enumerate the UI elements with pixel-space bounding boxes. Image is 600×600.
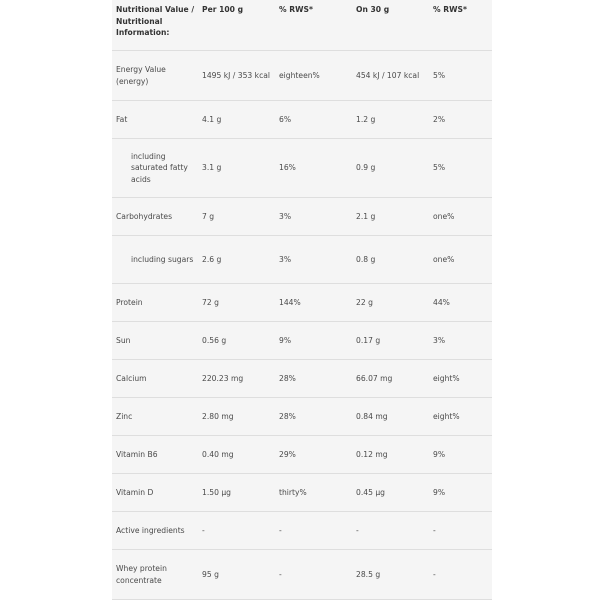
rws-per-30g: - [429, 512, 492, 550]
table-row-protein [112, 284, 492, 322]
value-per-100g: 72 g [198, 284, 275, 322]
rws-per-100g: 28% [275, 398, 352, 436]
rws-per-100g: 28% [275, 360, 352, 398]
rws-per-30g: eight% [429, 360, 492, 398]
rws-per-100g: thirty% [275, 474, 352, 512]
nutrient-name: Protein [112, 284, 198, 322]
value-per-30g: 0.12 mg [352, 436, 429, 474]
rws-per-100g: 6% [275, 101, 352, 139]
table-row-carbohydrates [112, 198, 492, 236]
rws-per-100g: 9% [275, 322, 352, 360]
rws-per-100g: 3% [275, 198, 352, 236]
value-per-100g: 95 g [198, 550, 275, 600]
value-per-30g: 2.1 g [352, 198, 429, 236]
header-on-30g: On 30 g [352, 0, 429, 51]
value-per-100g: 1495 kJ / 353 kcal [198, 51, 275, 101]
rws-per-30g: 9% [429, 436, 492, 474]
value-per-30g: 0.9 g [352, 139, 429, 198]
rws-per-30g: 5% [429, 139, 492, 198]
table-row-vitamin-d [112, 474, 492, 512]
nutrition-panel [112, 0, 492, 600]
table-row-zinc [112, 398, 492, 436]
value-per-30g: 28.5 g [352, 550, 429, 600]
header-per-100g: Per 100 g [198, 0, 275, 51]
value-per-100g: 2.6 g [198, 236, 275, 284]
nutrient-name: Sun [112, 322, 198, 360]
value-per-30g: - [352, 512, 429, 550]
rws-per-100g: - [275, 512, 352, 550]
value-per-30g: 0.45 µg [352, 474, 429, 512]
table-row-saturated-fat [112, 139, 492, 198]
rws-per-100g: 144% [275, 284, 352, 322]
value-per-100g: 1.50 µg [198, 474, 275, 512]
nutrient-name: including saturated fatty acids [112, 139, 198, 198]
rws-per-30g: 5% [429, 51, 492, 101]
table-row-calcium [112, 360, 492, 398]
header-nutritional-value: Nutritional Value / Nutritional Information: [112, 0, 198, 51]
table-row-fat [112, 101, 492, 139]
rws-per-100g: eighteen% [275, 51, 352, 101]
nutrition-table [112, 0, 492, 600]
value-per-100g: 7 g [198, 198, 275, 236]
rws-per-100g: 16% [275, 139, 352, 198]
value-per-30g: 22 g [352, 284, 429, 322]
rws-per-30g: 3% [429, 322, 492, 360]
value-per-30g: 66.07 mg [352, 360, 429, 398]
value-per-100g: - [198, 512, 275, 550]
value-per-30g: 454 kJ / 107 kcal [352, 51, 429, 101]
value-per-100g: 4.1 g [198, 101, 275, 139]
header-rws-100g: % RWS* [275, 0, 352, 51]
rws-per-30g: one% [429, 198, 492, 236]
rws-per-100g: 3% [275, 236, 352, 284]
nutrient-name: Vitamin B6 [112, 436, 198, 474]
rws-per-100g: 29% [275, 436, 352, 474]
value-per-30g: 0.84 mg [352, 398, 429, 436]
table-row-vitamin-b6 [112, 436, 492, 474]
nutrient-name: Calcium [112, 360, 198, 398]
rws-per-30g: 9% [429, 474, 492, 512]
rws-per-30g: 44% [429, 284, 492, 322]
value-per-30g: 0.8 g [352, 236, 429, 284]
value-per-100g: 0.56 g [198, 322, 275, 360]
nutrient-name: Active ingredients [112, 512, 198, 550]
nutrient-name: Zinc [112, 398, 198, 436]
table-header-row [112, 0, 492, 51]
table-row-active-ingredients [112, 512, 492, 550]
nutrient-name: Whey protein concentrate [112, 550, 198, 600]
rws-per-30g: - [429, 550, 492, 600]
table-row-whey-protein [112, 550, 492, 600]
nutrient-name: Energy Value (energy) [112, 51, 198, 101]
rws-per-30g: eight% [429, 398, 492, 436]
nutrient-name: Carbohydrates [112, 198, 198, 236]
value-per-100g: 2.80 mg [198, 398, 275, 436]
value-per-30g: 1.2 g [352, 101, 429, 139]
table-row-sun [112, 322, 492, 360]
value-per-100g: 220.23 mg [198, 360, 275, 398]
nutrient-name: including sugars [112, 236, 198, 284]
rws-per-100g: - [275, 550, 352, 600]
value-per-100g: 0.40 mg [198, 436, 275, 474]
header-rws-30g: % RWS* [429, 0, 492, 51]
nutrient-name: Fat [112, 101, 198, 139]
table-row-sugars [112, 236, 492, 284]
rws-per-30g: one% [429, 236, 492, 284]
rws-per-30g: 2% [429, 101, 492, 139]
nutrient-name: Vitamin D [112, 474, 198, 512]
value-per-30g: 0.17 g [352, 322, 429, 360]
value-per-100g: 3.1 g [198, 139, 275, 198]
table-row-energy [112, 51, 492, 101]
